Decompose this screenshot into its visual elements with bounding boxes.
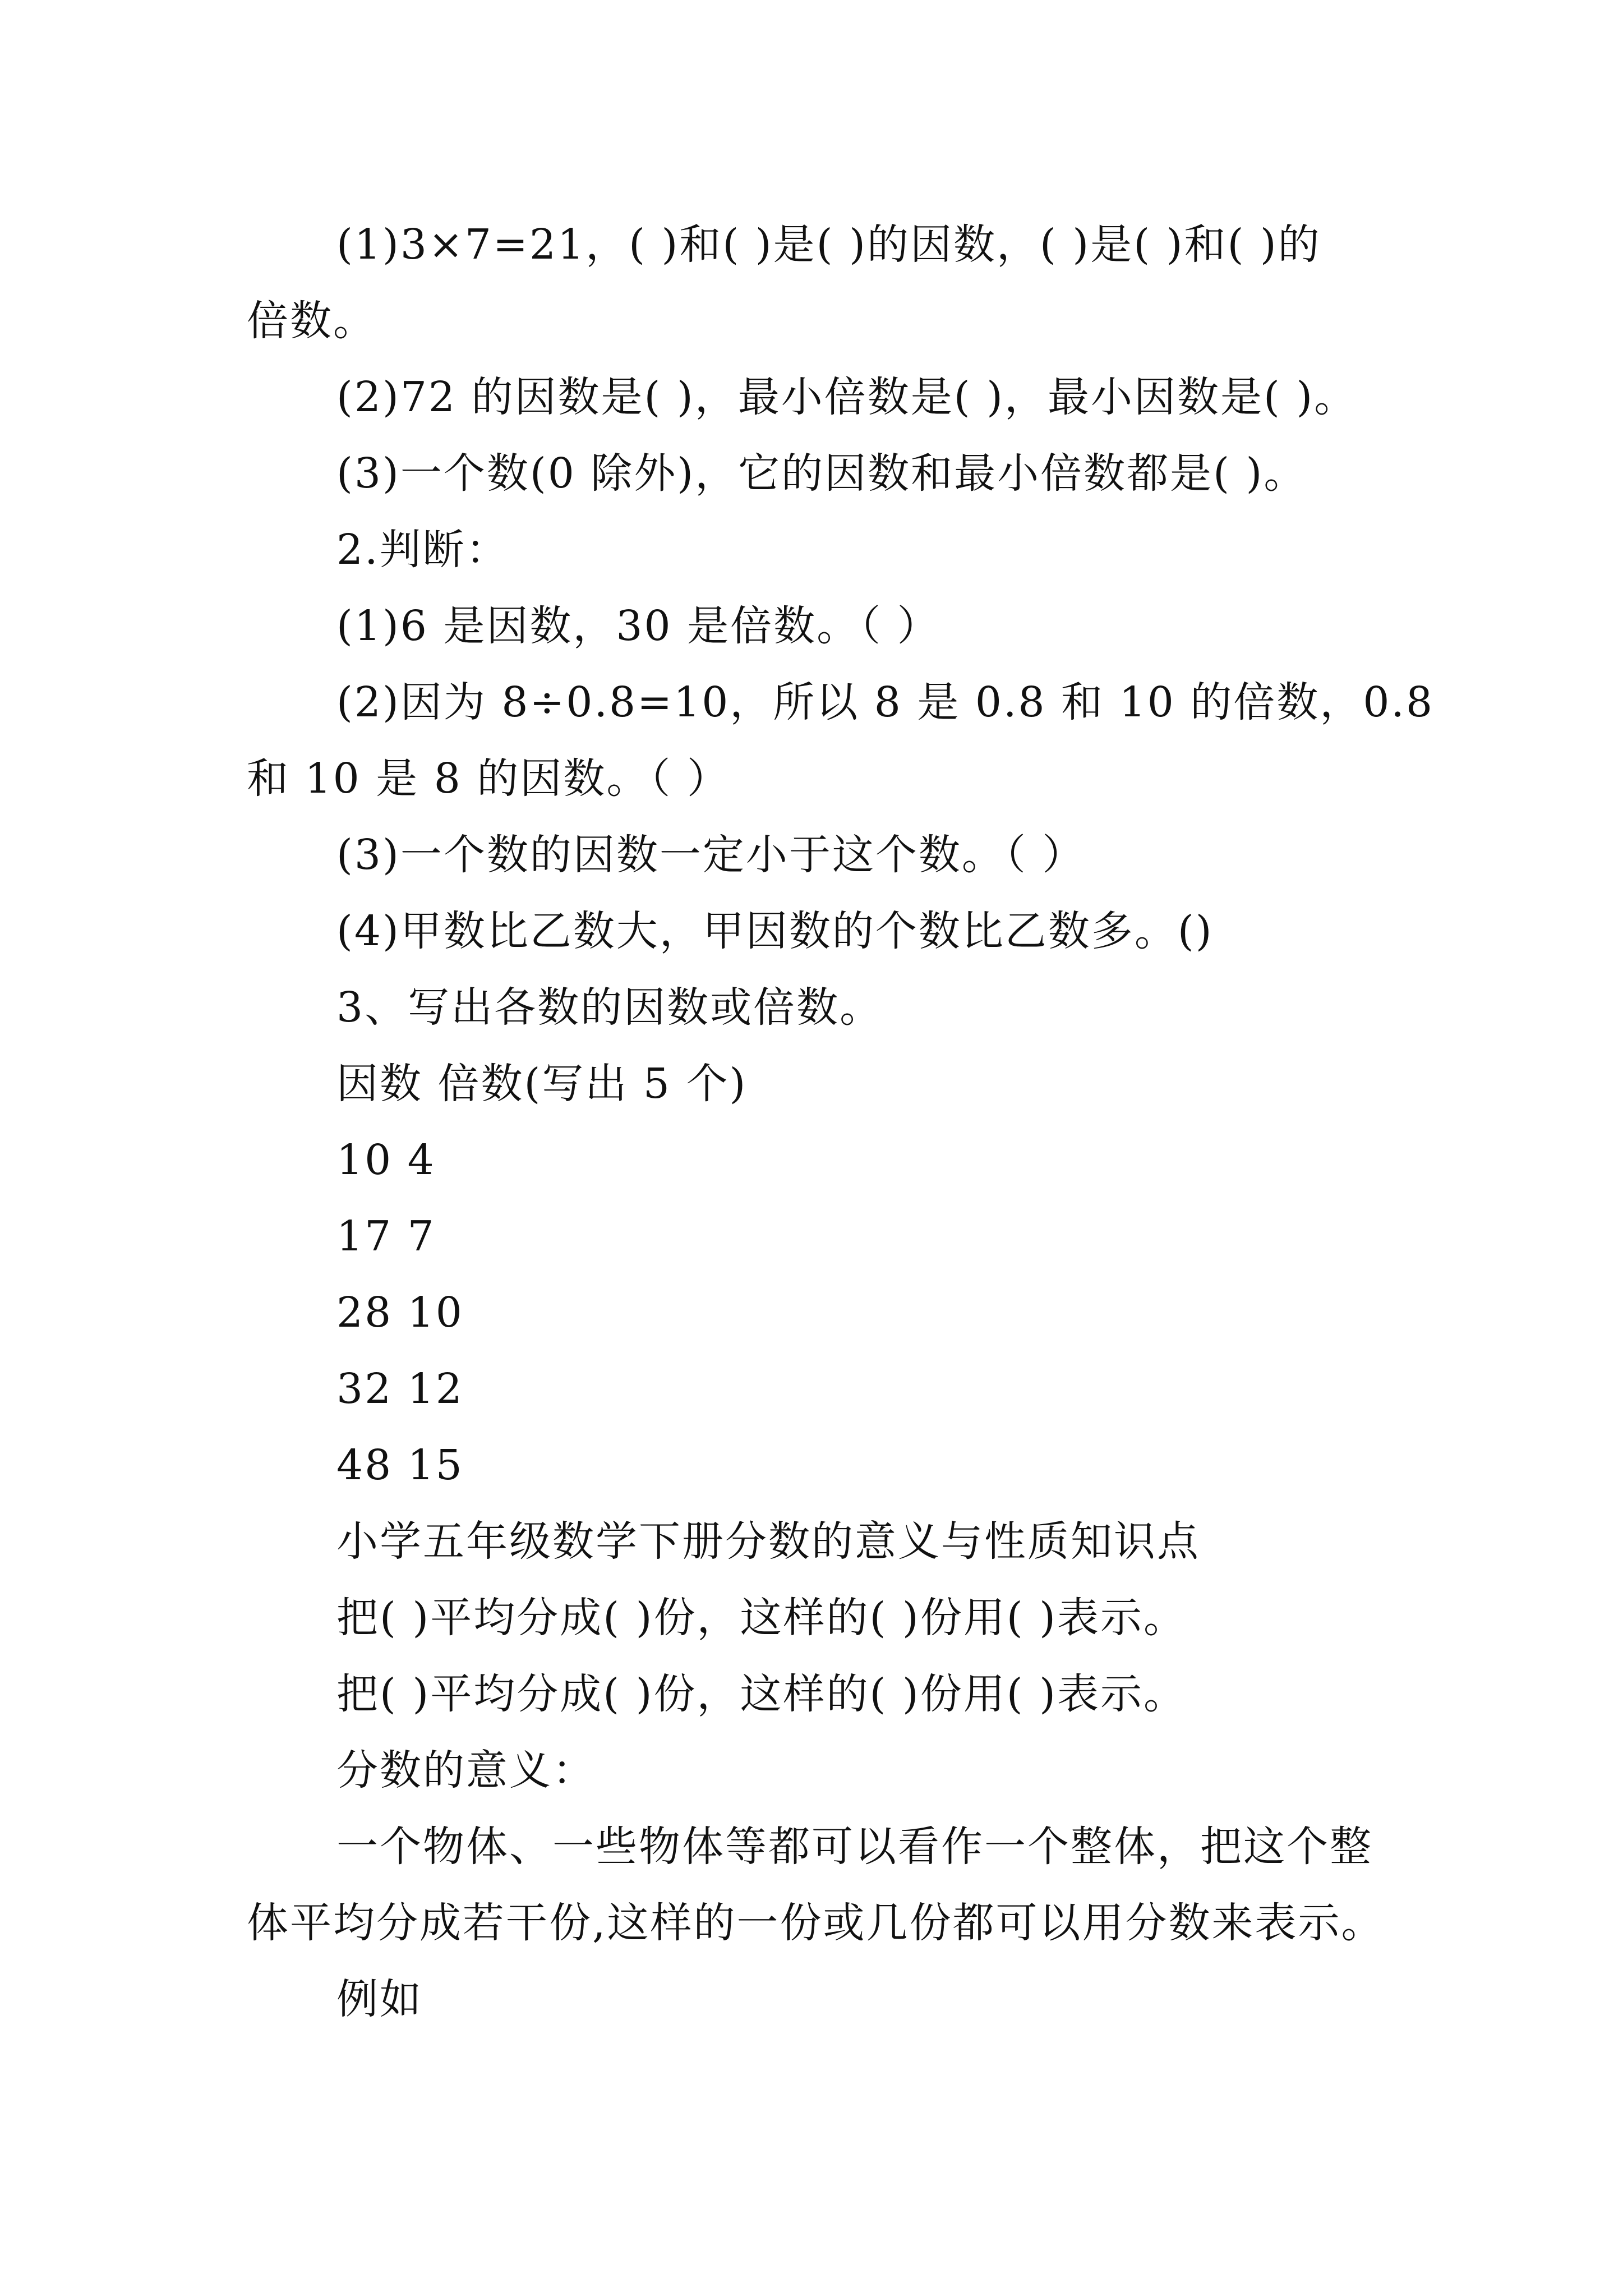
text-line: (2)72 的因数是( )，最小倍数是( )，最小因数是( )。 xyxy=(336,373,1358,421)
text-line: (1)6 是因数，30 是倍数。（ ） xyxy=(336,602,940,650)
section-heading: 2.判断： xyxy=(336,526,509,574)
table-row: 32 12 xyxy=(336,1365,464,1413)
text-line: (2)因为 8÷0.8=10，所以 8 是 0.8 和 10 的倍数，0.8 xyxy=(336,678,1435,726)
table-row: 48 15 xyxy=(336,1441,464,1489)
text-line: (3)一个数的因数一定小于这个数。（ ） xyxy=(336,831,1086,879)
document-body xyxy=(247,206,1435,2037)
section-title: 小学五年级数学下册分数的意义与性质知识点 xyxy=(336,1517,1200,1566)
table-row: 17 7 xyxy=(336,1212,436,1260)
text-line: 把( )平均分成( )份，这样的( )份用( )表示。 xyxy=(336,1594,1187,1642)
text-line: 把( )平均分成( )份，这样的( )份用( )表示。 xyxy=(336,1670,1187,1718)
text-line: (1)3×7=21，( )和( )是( )的因数，( )是( )和( )的 xyxy=(336,220,1321,269)
text-line: 例如 xyxy=(336,1975,423,2023)
text-line: 一个物体、一些物体等都可以看作一个整体，把这个整 xyxy=(336,1823,1373,1871)
table-header-line: 因数 倍数(写出 5 个) xyxy=(336,1060,748,1108)
text-line: (4)甲数比乙数大，甲因数的个数比乙数多。() xyxy=(336,907,1214,955)
text-line: 倍数。 xyxy=(247,297,376,345)
section-heading: 分数的意义： xyxy=(336,1746,596,1795)
section-heading: 3、写出各数的因数或倍数。 xyxy=(336,983,883,1032)
table-row: 10 4 xyxy=(336,1136,436,1184)
table-row: 28 10 xyxy=(336,1289,464,1337)
text-line: 和 10 是 8 的因数。（ ） xyxy=(247,754,730,803)
text-line: 体平均分成若干份,这样的一份或几份都可以用分数来表示。 xyxy=(247,1899,1385,1947)
text-line: (3)一个数(0 除外)，它的因数和最小倍数都是( )。 xyxy=(336,449,1307,498)
